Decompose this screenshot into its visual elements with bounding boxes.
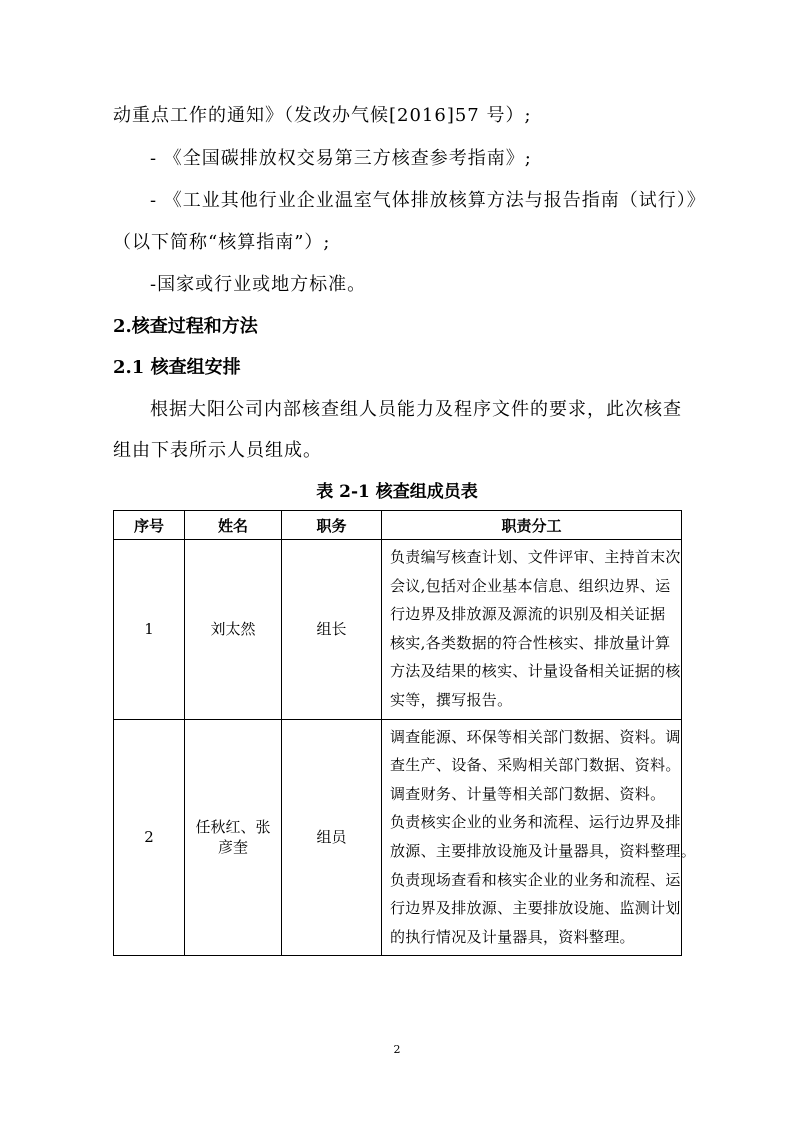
duty-line: 查生产、设备、采购相关部门数据、资料。 [390, 756, 681, 775]
reference-item-continuation: （以下简称“核算指南”）; [113, 232, 331, 253]
cell-name: 刘太然 [185, 540, 282, 720]
cell-position: 组员 [282, 719, 382, 956]
reference-item: - 《工业其他行业企业温室气体排放核算方法与报告指南（试行）》 [150, 190, 706, 211]
duty-line: 的执行情况及计量器具，资料整理。 [390, 927, 635, 946]
header-position: 职务 [282, 511, 382, 540]
subsection-heading: 2.1 核查组安排 [113, 357, 241, 378]
duty-line: 核实,各类数据的符合性核实、排放量计算 [390, 633, 671, 652]
intro-line: 组由下表所示人员组成。 [113, 440, 322, 461]
duty-line: 方法及结果的核实、计量设备相关证据的核 [390, 662, 681, 681]
duty-line: 调查能源、环保等相关部门数据、资料。调 [390, 727, 681, 746]
header-name: 姓名 [185, 511, 282, 540]
cell-no: 1 [114, 540, 185, 720]
duty-line: 调查财务、计量等相关部门数据、资料。 [390, 784, 666, 803]
cell-name [185, 719, 282, 956]
cell-duties [382, 540, 682, 720]
duty-line: 行边界及排放源、主要排放设施、监测计划 [390, 899, 681, 918]
table-caption: 表 2-1 核查组成员表 [316, 482, 478, 502]
reference-item: - 《全国碳排放权交易第三方核查参考指南》; [150, 148, 532, 169]
section-heading: 2.核查过程和方法 [113, 316, 258, 337]
cell-duties [382, 719, 697, 956]
duty-line: 会议,包括对企业基本信息、组织边界、运 [390, 576, 671, 595]
intro-line: 根据大阳公司内部核查组人员能力及程序文件的要求，此次核查 [150, 399, 682, 420]
member-names: 任秋红、张彦奎 [195, 818, 271, 857]
duty-line: 负责编写核查计划、文件评审、主持首末次 [390, 548, 681, 566]
table-row [114, 719, 682, 956]
table-header-row [114, 511, 682, 540]
reference-item: -国家或行业或地方标准。 [150, 274, 367, 295]
header-no: 序号 [114, 511, 185, 540]
cell-no: 2 [114, 719, 185, 956]
paragraph-line: 动重点工作的通知》（发改办气候[2016]57 号）; [113, 105, 532, 126]
duty-line: 实等，撰写报告。 [390, 690, 513, 709]
page-number: 2 [393, 1043, 401, 1056]
duty-line: 放源、主要排放设施及计量器具，资料整理。 [390, 841, 697, 860]
table-row [114, 540, 682, 720]
duty-line: 行边界及排放源及源流的识别及相关证据 [390, 605, 666, 624]
header-duties: 职责分工 [382, 511, 682, 540]
team-members-table [113, 510, 697, 956]
duty-line: 负责现场查看和核实企业的业务和流程、运 [390, 870, 681, 889]
cell-position: 组长 [282, 540, 382, 720]
duty-line: 负责核实企业的业务和流程、运行边界及排 [390, 813, 681, 832]
